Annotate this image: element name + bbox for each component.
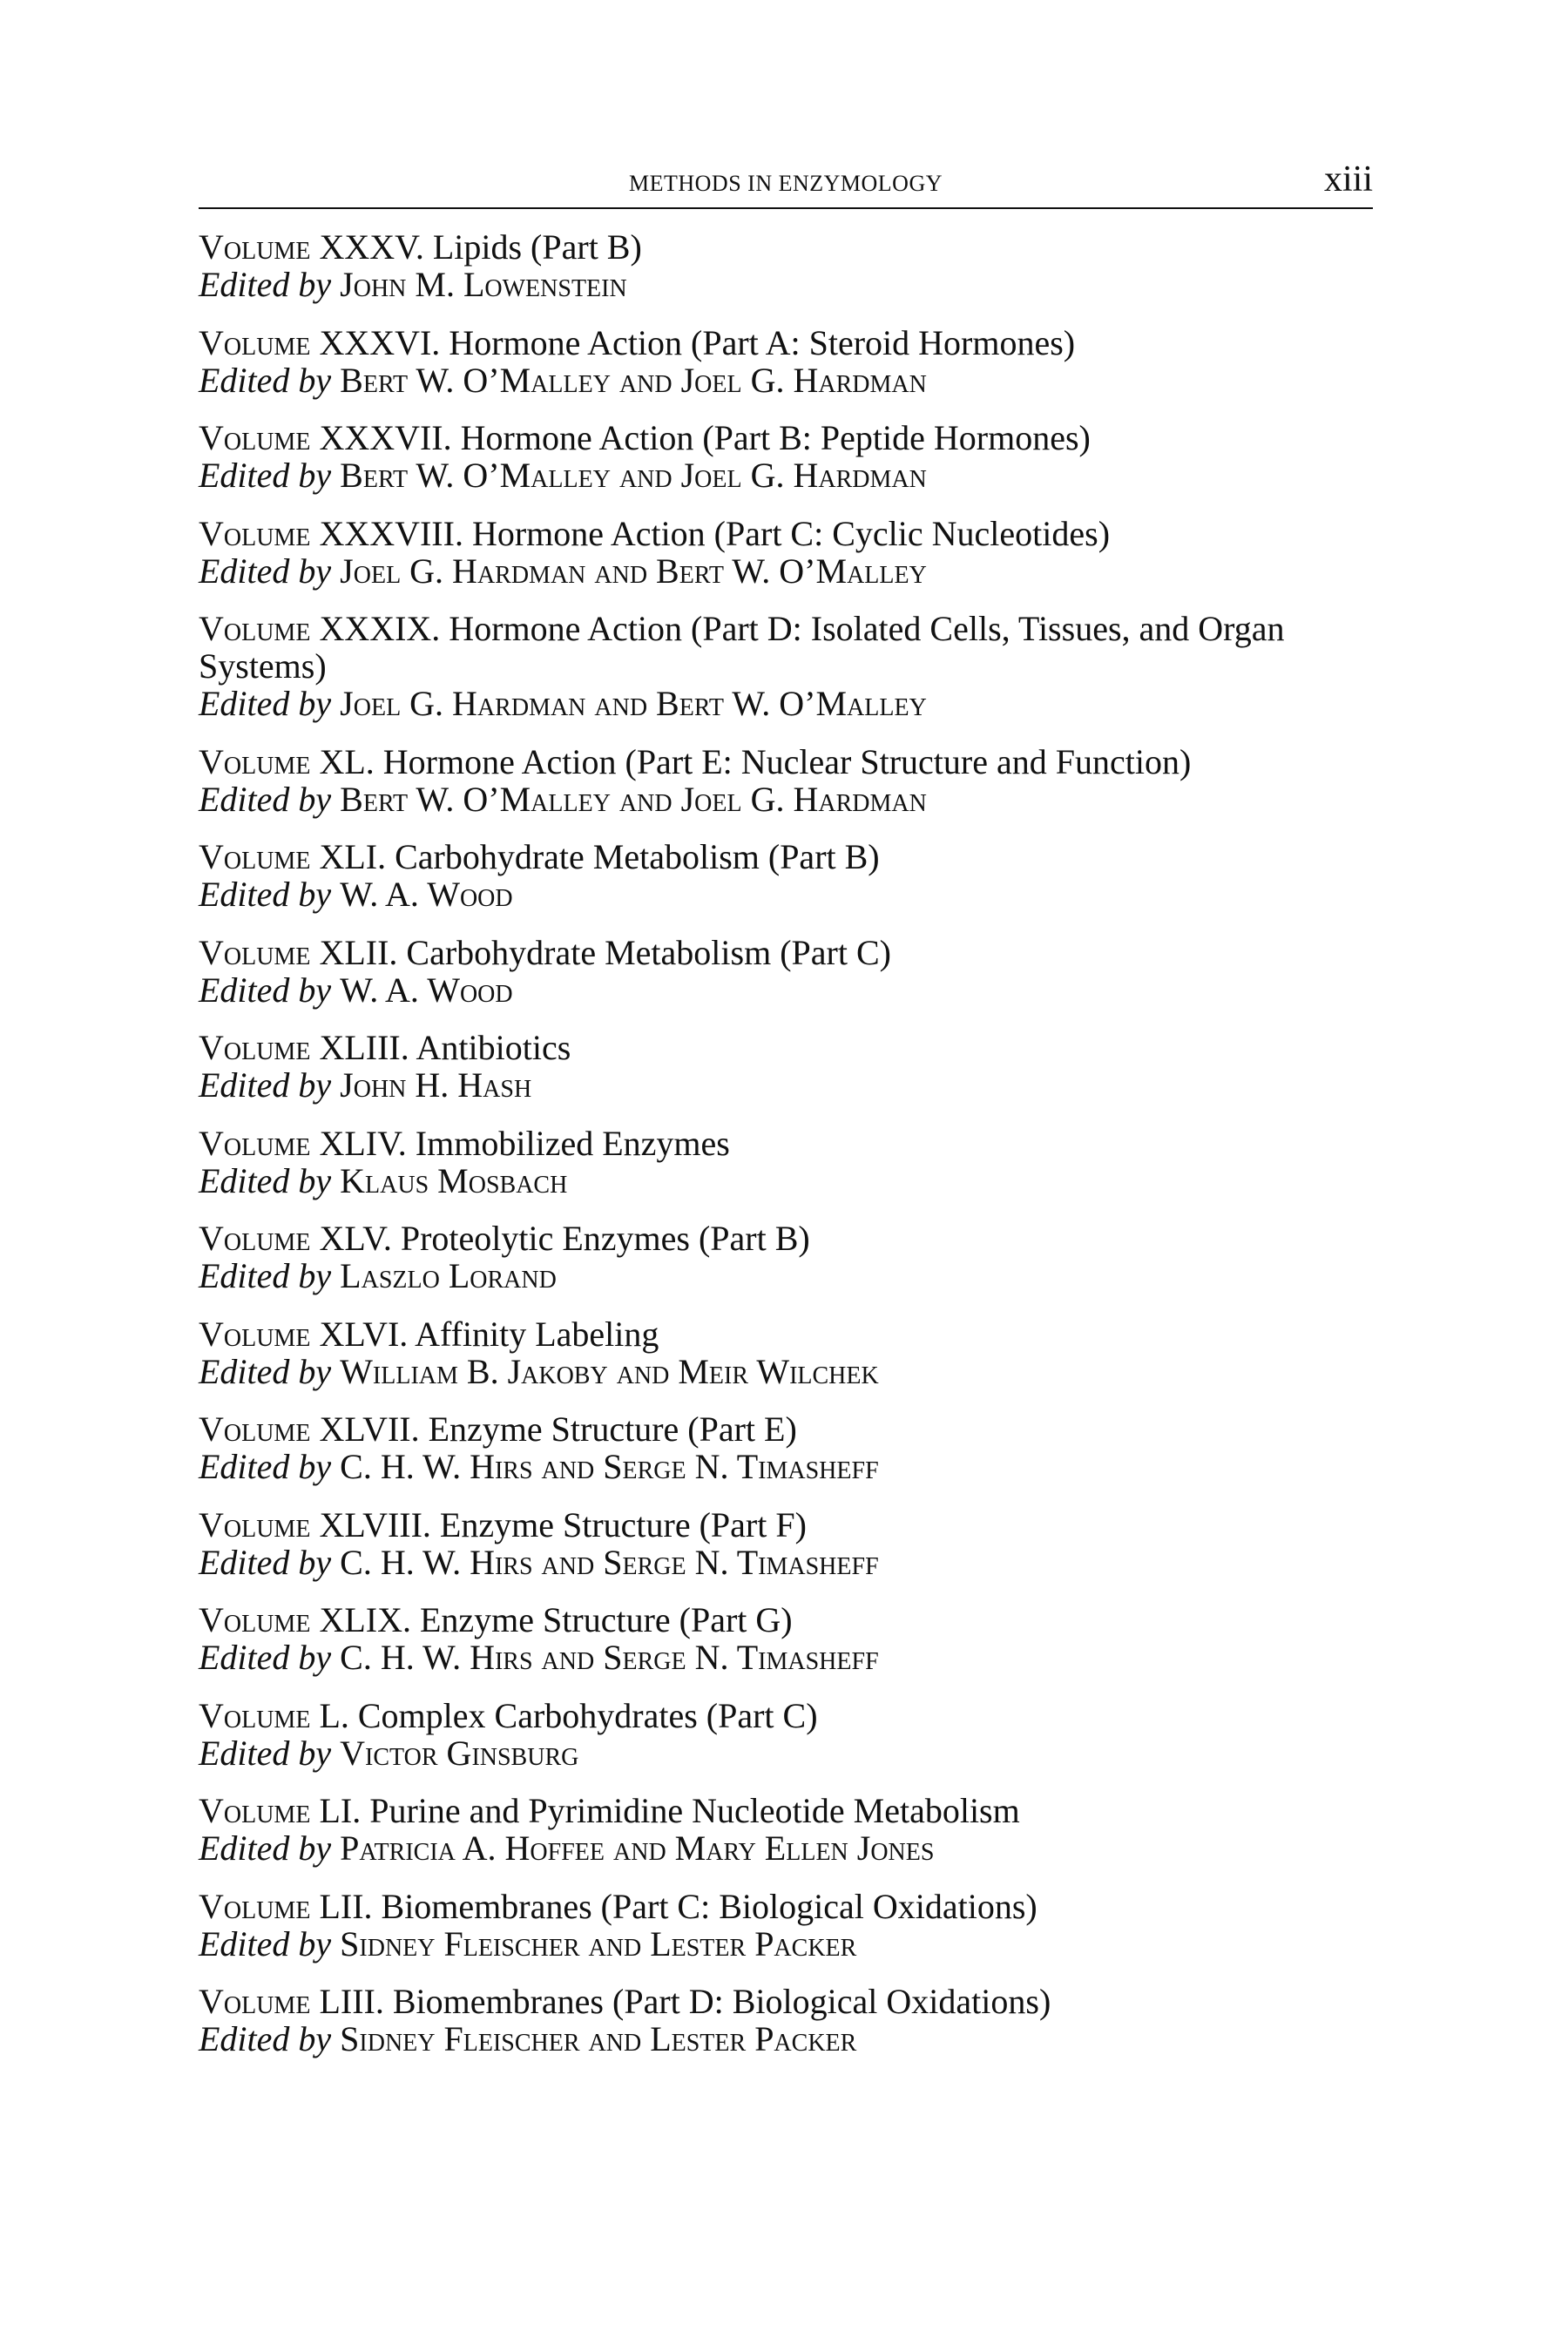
editor-names: W. A. Wood: [340, 875, 513, 914]
volume-title: XL. Hormone Action (Part E: Nuclear Structure and Function): [319, 741, 1192, 781]
volume-entry: [199, 1601, 1383, 1676]
editor-line: [199, 1544, 1383, 1581]
volume-label: Volume: [199, 227, 311, 267]
volume-entry: [199, 1697, 1383, 1772]
edited-by-label: Edited by: [199, 875, 332, 914]
volume-title-line: [199, 934, 1383, 971]
volume-entry: [199, 515, 1383, 590]
volume-label: Volume: [199, 609, 311, 648]
volume-entry: [199, 228, 1383, 303]
volume-label: Volume: [199, 1028, 311, 1067]
editor-line: [199, 456, 1383, 494]
volume-entry: [199, 610, 1383, 722]
volume-title-line: [199, 1697, 1383, 1734]
editor-names: Klaus Mosbach: [340, 1160, 568, 1200]
editor-names: Bert W. O’Malley and Joel G. Hardman: [340, 456, 927, 495]
editor-line: [199, 685, 1383, 722]
editor-names: Laszlo Lorand: [340, 1256, 557, 1295]
editor-line: [199, 1162, 1383, 1200]
editor-line: [199, 552, 1383, 590]
editor-names: Joel G. Hardman and Bert W. O’Malley: [340, 684, 927, 723]
volume-entry: [199, 1029, 1383, 1104]
edited-by-label: Edited by: [199, 456, 332, 495]
volume-title: LIII. Biomembranes (Part D: Biological Oxidations): [319, 1982, 1051, 2021]
volume-entry: [199, 324, 1383, 399]
editor-names: Bert W. O’Malley and Joel G. Hardman: [340, 360, 927, 400]
volume-title: XXXV. Lipids (Part B): [319, 227, 642, 267]
volume-title-line: [199, 1601, 1383, 1639]
volume-entry: [199, 934, 1383, 1009]
volume-title: XLV. Proteolytic Enzymes (Part B): [319, 1219, 810, 1258]
volume-label: Volume: [199, 741, 311, 781]
volume-title: XXXIX. Hormone Action (Part D: Isolated Cells, Tissues, and Organ Systems): [199, 609, 1285, 686]
volume-label: Volume: [199, 322, 311, 362]
volume-title-line: [199, 1983, 1383, 2020]
editor-names: W. A. Wood: [340, 970, 513, 1010]
volume-label: Volume: [199, 837, 311, 876]
volume-title-line: [199, 1029, 1383, 1066]
volume-title: XLVIII. Enzyme Structure (Part F): [319, 1504, 807, 1544]
volume-title: XLII. Carbohydrate Metabolism (Part C): [319, 932, 891, 972]
volume-title-line: [199, 1792, 1383, 1829]
volume-entry: [199, 743, 1383, 818]
volume-label: Volume: [199, 513, 311, 553]
volume-label: Volume: [199, 1409, 311, 1449]
editor-line: [199, 1448, 1383, 1485]
volume-label: Volume: [199, 1600, 311, 1639]
edited-by-label: Edited by: [199, 1447, 332, 1486]
edited-by-label: Edited by: [199, 2019, 332, 2058]
editor-names: C. H. W. Hirs and Serge N. Timasheff: [340, 1638, 879, 1677]
volume-title: XLIV. Immobilized Enzymes: [319, 1123, 730, 1163]
edited-by-label: Edited by: [199, 265, 332, 304]
editor-line: [199, 1734, 1383, 1772]
page-number: xiii: [1323, 159, 1373, 199]
volume-title-line: [199, 1506, 1383, 1544]
edited-by-label: Edited by: [199, 360, 332, 400]
edited-by-label: Edited by: [199, 551, 332, 591]
volume-title-line: [199, 743, 1383, 781]
edited-by-label: Edited by: [199, 1351, 332, 1391]
edited-by-label: Edited by: [199, 1828, 332, 1868]
running-head: [199, 159, 1373, 204]
editor-line: [199, 1829, 1383, 1867]
editor-names: John H. Hash: [340, 1065, 532, 1105]
edited-by-label: Edited by: [199, 1160, 332, 1200]
volume-label: Volume: [199, 932, 311, 972]
volume-entry: [199, 1125, 1383, 1200]
volume-list: [199, 228, 1383, 2078]
volume-title: XLI. Carbohydrate Metabolism (Part B): [319, 837, 880, 876]
volume-title: XXXVII. Hormone Action (Part B: Peptide Hormones): [319, 418, 1091, 457]
volume-title: XLVI. Affinity Labeling: [319, 1314, 659, 1354]
volume-label: Volume: [199, 1219, 311, 1258]
edited-by-label: Edited by: [199, 684, 332, 723]
volume-label: Volume: [199, 1695, 311, 1735]
editor-names: John M. Lowenstein: [340, 265, 627, 304]
header-rule: [199, 207, 1373, 209]
editor-line: [199, 1353, 1383, 1390]
volume-title-line: [199, 515, 1383, 552]
editor-line: [199, 1925, 1383, 1963]
running-title: METHODS IN ENZYMOLOGY: [628, 171, 943, 196]
volume-label: Volume: [199, 1982, 311, 2021]
volume-title-line: [199, 324, 1383, 362]
volume-title-line: [199, 1220, 1383, 1257]
editor-line: [199, 1257, 1383, 1294]
editor-names: Patricia A. Hoffee and Mary Ellen Jones: [340, 1828, 935, 1868]
volume-entry: [199, 1506, 1383, 1581]
volume-label: Volume: [199, 1314, 311, 1354]
edited-by-label: Edited by: [199, 779, 332, 819]
editor-line: [199, 2020, 1383, 2058]
volume-title-line: [199, 610, 1383, 685]
volume-title-line: [199, 1315, 1383, 1353]
editor-line: [199, 875, 1383, 913]
editor-names: Bert W. O’Malley and Joel G. Hardman: [340, 779, 927, 819]
volume-entry: [199, 1888, 1383, 1963]
volume-entry: [199, 1983, 1383, 2058]
edited-by-label: Edited by: [199, 970, 332, 1010]
volume-title: XLIX. Enzyme Structure (Part G): [319, 1600, 793, 1639]
volume-title-line: [199, 1888, 1383, 1925]
volume-title-line: [199, 419, 1383, 456]
editor-line: [199, 362, 1383, 399]
volume-title: XLIII. Antibiotics: [319, 1028, 571, 1067]
volume-title: XXXVI. Hormone Action (Part A: Steroid Hormones): [319, 322, 1076, 362]
volume-title: L. Complex Carbohydrates (Part C): [319, 1695, 818, 1735]
volume-entry: [199, 1410, 1383, 1485]
volume-title-line: [199, 1125, 1383, 1162]
edited-by-label: Edited by: [199, 1542, 332, 1582]
editor-names: C. H. W. Hirs and Serge N. Timasheff: [340, 1447, 879, 1486]
edited-by-label: Edited by: [199, 1733, 332, 1773]
volume-title-line: [199, 1410, 1383, 1448]
editor-names: C. H. W. Hirs and Serge N. Timasheff: [340, 1542, 879, 1582]
volume-entry: [199, 838, 1383, 913]
edited-by-label: Edited by: [199, 1923, 332, 1963]
editor-line: [199, 1639, 1383, 1676]
volume-entry: [199, 1315, 1383, 1390]
volume-label: Volume: [199, 1791, 311, 1830]
editor-line: [199, 1066, 1383, 1104]
volume-entry: [199, 419, 1383, 494]
volume-entry: [199, 1792, 1383, 1867]
editor-line: [199, 266, 1383, 303]
volume-label: Volume: [199, 1504, 311, 1544]
editor-names: Joel G. Hardman and Bert W. O’Malley: [340, 551, 927, 591]
edited-by-label: Edited by: [199, 1256, 332, 1295]
volume-title-line: [199, 228, 1383, 266]
editor-names: Sidney Fleischer and Lester Packer: [340, 2019, 857, 2058]
volume-title: XLVII. Enzyme Structure (Part E): [319, 1409, 797, 1449]
volume-label: Volume: [199, 1886, 311, 1926]
volume-title: LII. Biomembranes (Part C: Biological Oxidations): [319, 1886, 1037, 1926]
editor-line: [199, 971, 1383, 1009]
editor-names: Sidney Fleischer and Lester Packer: [340, 1923, 857, 1963]
volume-entry: [199, 1220, 1383, 1294]
volume-title-line: [199, 838, 1383, 875]
volume-label: Volume: [199, 418, 311, 457]
volume-label: Volume: [199, 1123, 311, 1163]
editor-line: [199, 781, 1383, 818]
volume-title: XXXVIII. Hormone Action (Part C: Cyclic Nucleotides): [319, 513, 1111, 553]
volume-title: LI. Purine and Pyrimidine Nucleotide Metabolism: [319, 1791, 1020, 1830]
edited-by-label: Edited by: [199, 1638, 332, 1677]
editor-names: William B. Jakoby and Meir Wilchek: [340, 1351, 879, 1391]
editor-names: Victor Ginsburg: [340, 1733, 579, 1773]
edited-by-label: Edited by: [199, 1065, 332, 1105]
